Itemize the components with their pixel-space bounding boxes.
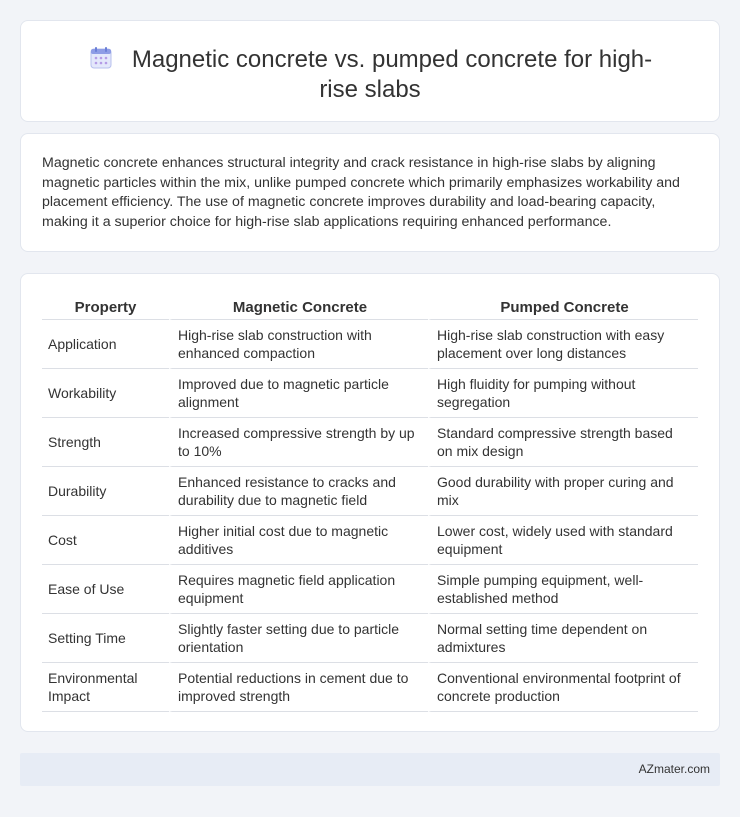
- summary-text: Magnetic concrete enhances structural integrity and crack resistance in high-rise slabs by aligning magnetic particles within the mix, unlike pumped concrete which primarily emphasizes workability and placement efficiency. The use of magnetic concrete improves durability and load-bearing capacity, making it a superior choice for high-rise slab applications requiring enhanced performance.: [42, 155, 680, 230]
- table-row: [42, 516, 698, 565]
- cell-property: Ease of Use: [42, 565, 169, 614]
- table-row: [42, 663, 698, 712]
- cell-magnetic: Slightly faster setting due to particle orientation: [169, 614, 428, 663]
- cell-pumped: High-rise slab construction with easy placement over long distances: [428, 320, 698, 369]
- cell-property: Environmental Impact: [42, 663, 169, 712]
- cell-magnetic: Higher initial cost due to magnetic additives: [169, 516, 428, 565]
- header-pumped: Pumped Concrete: [428, 294, 698, 320]
- cell-magnetic: Increased compressive strength by up to 10%: [169, 418, 428, 467]
- cell-magnetic: Enhanced resistance to cracks and durability due to magnetic field: [169, 467, 428, 516]
- cell-magnetic: Requires magnetic field application equipment: [169, 565, 428, 614]
- calendar-icon: [88, 45, 114, 71]
- table-row: [42, 320, 698, 369]
- table-row: [42, 565, 698, 614]
- title-card: [20, 20, 720, 122]
- comparison-table: [42, 294, 698, 712]
- cell-property: Application: [42, 320, 169, 369]
- table-row: [42, 369, 698, 418]
- comparison-card: [20, 273, 720, 732]
- cell-property: Durability: [42, 467, 169, 516]
- footer-bar: [20, 753, 720, 786]
- cell-magnetic: Improved due to magnetic particle alignment: [169, 369, 428, 418]
- cell-pumped: Simple pumping equipment, well-established method: [428, 565, 698, 614]
- table-header-row: [42, 294, 698, 320]
- cell-property: Strength: [42, 418, 169, 467]
- page-title: Magnetic concrete vs. pumped concrete for high-rise slabs: [131, 46, 653, 103]
- cell-magnetic: High-rise slab construction with enhanced compaction: [169, 320, 428, 369]
- cell-pumped: Conventional environmental footprint of concrete production: [428, 663, 698, 712]
- cell-property: Workability: [42, 369, 169, 418]
- cell-pumped: Lower cost, widely used with standard equipment: [428, 516, 698, 565]
- table-row: [42, 418, 698, 467]
- cell-pumped: Good durability with proper curing and mix: [428, 467, 698, 516]
- page-title-wrap: [21, 45, 719, 105]
- cell-pumped: High fluidity for pumping without segregation: [428, 369, 698, 418]
- cell-property: Cost: [42, 516, 169, 565]
- table-row: [42, 467, 698, 516]
- cell-magnetic: Potential reductions in cement due to improved strength: [169, 663, 428, 712]
- cell-pumped: Normal setting time dependent on admixtures: [428, 614, 698, 663]
- footer-brand: AZmater.com: [638, 762, 710, 776]
- table-row: [42, 614, 698, 663]
- cell-pumped: Standard compressive strength based on mix design: [428, 418, 698, 467]
- header-magnetic: Magnetic Concrete: [169, 294, 428, 320]
- header-property: Property: [42, 294, 169, 320]
- cell-property: Setting Time: [42, 614, 169, 663]
- summary-card: [20, 133, 720, 252]
